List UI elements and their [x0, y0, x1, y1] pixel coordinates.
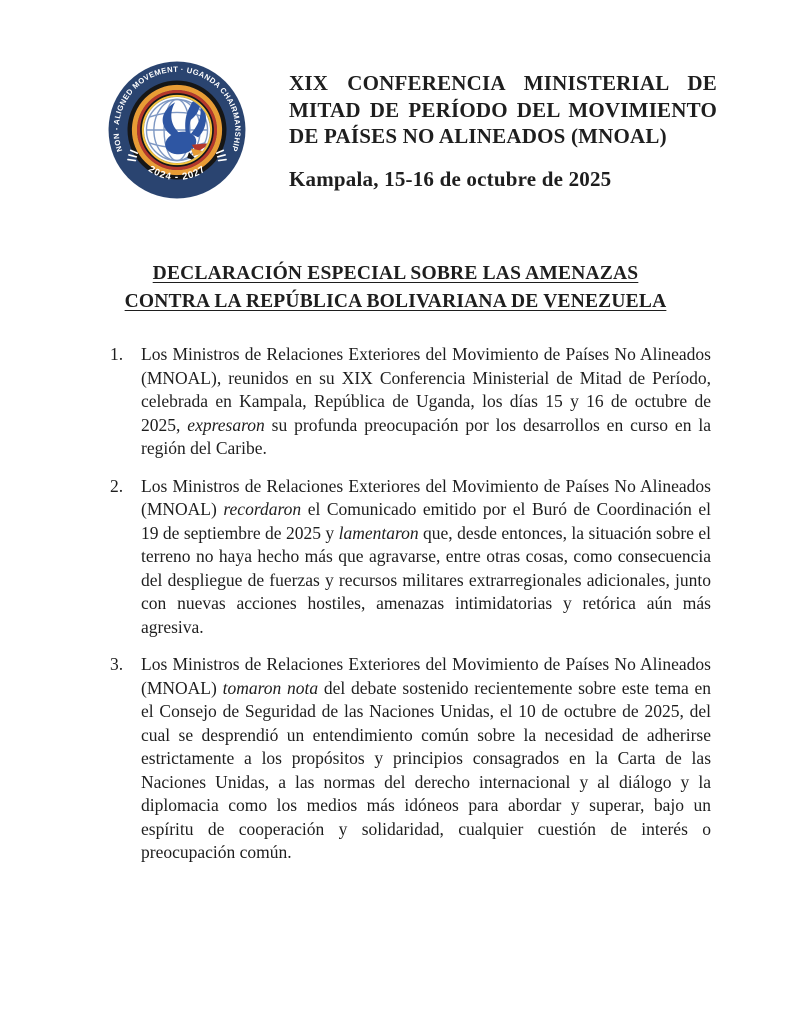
- paragraph-1: [110, 343, 711, 461]
- paragraph-text: Los Ministros de Relaciones Exteriores del Movimiento de Países No Alineados (MNOAL) recordaron el Comunicado emitido por el Buró de Coordinación el 19 de septiembre de 2025 y lamentaron que, desde entonces, la situación sobre el terreno no haya hecho más que agravarse, entre otras cosas, como consecuencia del despliegue de fuerzas y recursos militares extrarregionales adicionales, junto con nuevas acciones hostiles, amenazas intimidatorias y retórica aún más agresiva.: [141, 475, 711, 637]
- conference-date: Kampala, 15-16 de octubre de 2025: [289, 166, 612, 191]
- declaration-heading-line2: CONTRA LA REPÚBLICA BOLIVARIANA DE VENEZUELA: [124, 291, 667, 312]
- paragraph-text: Los Ministros de Relaciones Exteriores del Movimiento de Países No Alineados (MNOAL), reunidos en su XIX Conferencia Ministerial de Mitad de Período, celebrada en Kampala, República de Uganda, los días 15 y 16 de octubre de 2025, expresaron su profunda preocupación por los desarrollos en curso en la región del Caribe.: [141, 344, 711, 458]
- declaration-body: [110, 343, 711, 879]
- declaration-heading: [0, 260, 791, 316]
- nam-logo-icon: [103, 56, 251, 204]
- paragraph-3: [110, 653, 711, 865]
- declaration-heading-line1: DECLARACIÓN ESPECIAL SOBRE LAS AMENAZAS: [152, 263, 639, 284]
- paragraph-text: Los Ministros de Relaciones Exteriores del Movimiento de Países No Alineados (MNOAL) tomaron nota del debate sostenido recientemente sobre este tema en el Consejo de Seguridad de las Naciones Unidas, el 10 de octubre de 2025, del cual se desprendió un entendimiento común sobre la necesidad de adherirse estrictamente a los propósitos y principios consagrados en la Carta de las Naciones Unidas, a las normas del derecho internacional y al diálogo y la diplomacia como los medios más idóneos para abordar y superar, bajo un espíritu de cooperación y solidaridad, cualquier cuestión de interés o preocupación común.: [141, 654, 711, 862]
- header-text-block: [289, 56, 717, 204]
- document-header: [103, 56, 717, 204]
- logo-ring-text: NON - ALIGNED MOVEMENT · UGANDA CHAIRMANSHIP: [111, 64, 243, 153]
- paragraph-number: 2.: [110, 475, 124, 496]
- conference-title: XIX CONFERENCIA MINISTERIAL DE MITAD DE PERÍODO DEL MOVIMIENTO DE PAÍSES NO ALINEADOS (MNOAL): [289, 71, 717, 148]
- paragraph-2: [110, 475, 711, 640]
- logo-years-text: 2024 - 2027: [146, 163, 208, 183]
- paragraph-number: 3.: [110, 654, 124, 674]
- paragraph-number: 1.: [110, 344, 124, 364]
- nam-uganda-chairmanship-logo: [103, 56, 251, 204]
